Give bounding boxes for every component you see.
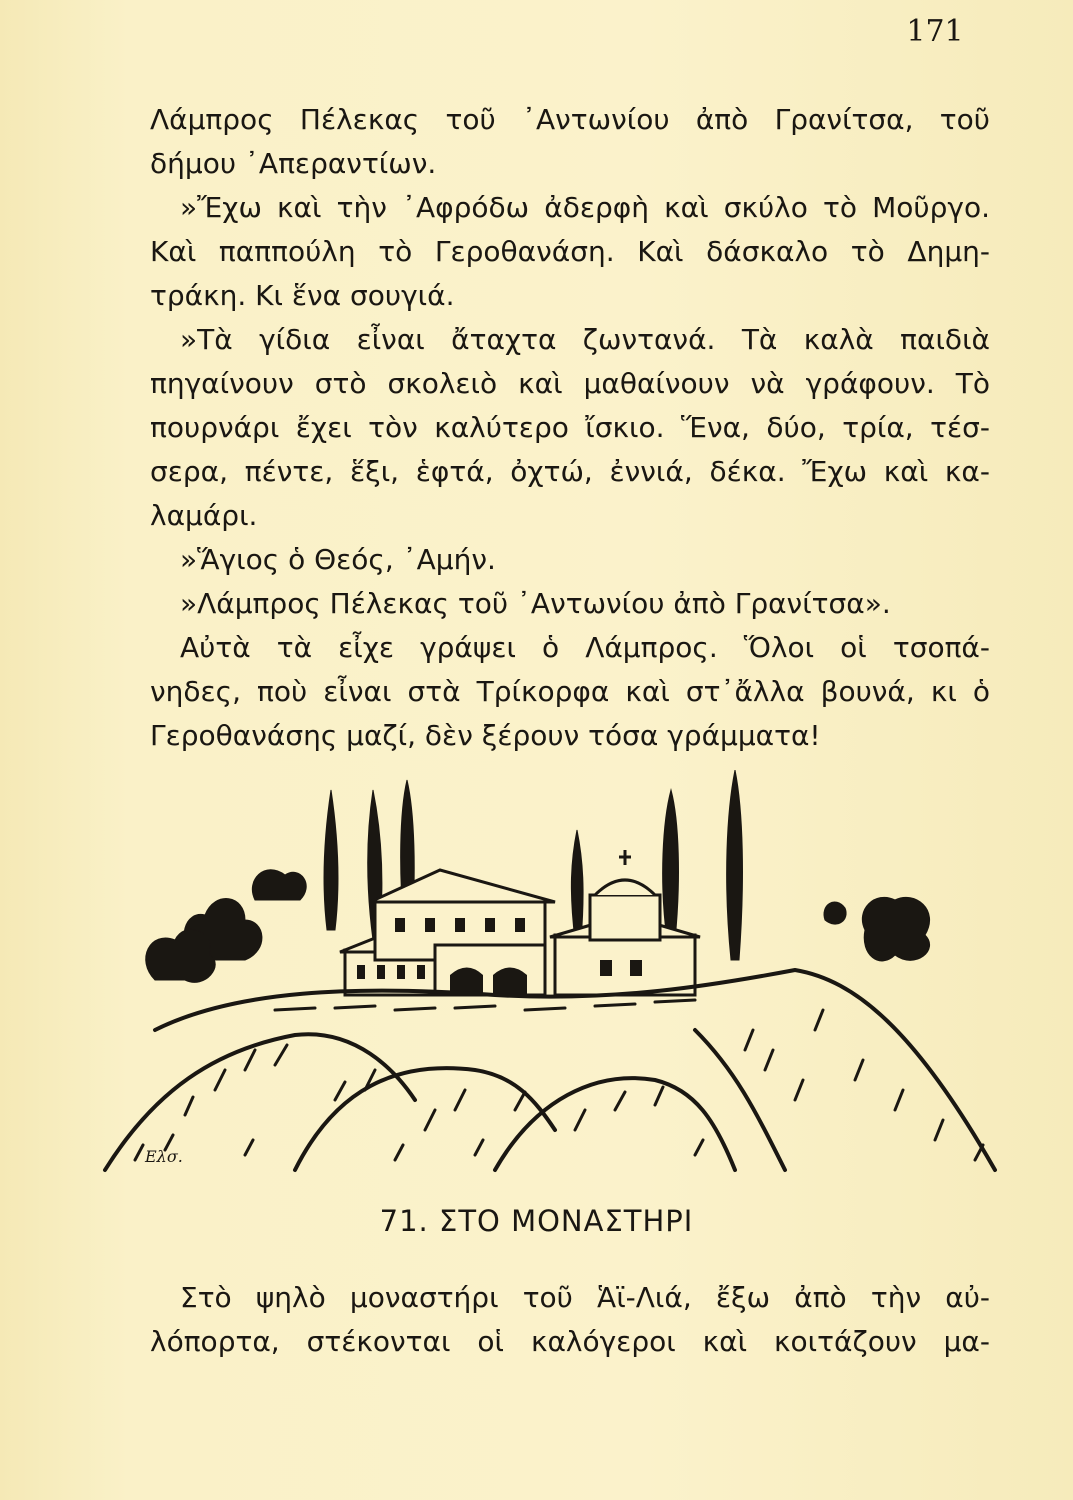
tree xyxy=(824,902,846,924)
hill-outline xyxy=(155,970,995,1170)
section-text-block xyxy=(150,1276,990,1364)
dome xyxy=(595,880,655,895)
tree xyxy=(252,870,306,900)
text-line: »Τὰ γίδια εἶναι ἄταχτα ζωντανά. Τὰ καλὰ παιδιὰ xyxy=(180,323,990,356)
building xyxy=(555,935,695,995)
text-line: »Ἅγιος ὁ Θεός, ᾿Αμήν. xyxy=(180,543,496,576)
text-line: Καὶ παππούλη τὸ Γεροθανάση. Καὶ δάσκαλο τὸ Δημη- xyxy=(150,235,990,268)
text-line: δήμου ᾿Απεραντίων. xyxy=(150,147,437,180)
section-title: 71. ΣΤΟ ΜΟΝΑΣΤΗΡΙ xyxy=(379,1204,694,1238)
text-line: νηδες, ποὺ εἶναι στὰ Τρίκορφα καὶ στ᾿ἄλλα βουνά, κι ὁ xyxy=(150,675,990,708)
tree xyxy=(146,929,216,982)
text-line: τράκη. Κι ἕνα σουγιά. xyxy=(150,279,455,312)
top-text-block xyxy=(150,98,990,758)
cypress-tree xyxy=(324,790,338,930)
hill-outline xyxy=(495,1078,735,1170)
cypress-tree xyxy=(571,830,583,940)
church xyxy=(590,895,660,940)
page-number: 171 xyxy=(906,14,964,49)
tree xyxy=(862,897,929,961)
text-line: πουρνάρι ἔχει τὸν καλύτερο ἴσκιο. Ἕνα, δύο, τρία, τέσ- xyxy=(150,411,990,444)
text-line: πηγαίνουν στὸ σκολειὸ καὶ μαθαίνουν νὰ γράφουν. Τὸ xyxy=(150,367,990,400)
monastery-illustration xyxy=(95,770,1015,1190)
text-line: Γεροθανάσης μαζί, δὲν ξέρουν τόσα γράμματα! xyxy=(150,719,821,752)
text-line: σερα, πέντε, ἕξι, ἑφτά, ὀχτώ, ἐννιά, δέκα. Ἔχω καὶ κα- xyxy=(150,455,990,488)
text-line: Στὸ ψηλὸ μοναστήρι τοῦ Ἁϊ-Λιά, ἔξω ἀπὸ τὴν αὐ- xyxy=(180,1281,990,1314)
artist-signature: Ελσ. xyxy=(145,1147,183,1166)
text-line: λαμάρι. xyxy=(150,499,258,532)
hill-outline xyxy=(295,1068,555,1170)
cypress-tree xyxy=(727,770,743,960)
text-line: »Ἔχω καὶ τὴν ᾿Αφρόδω ἀδερφὴ καὶ σκύλο τὸ Μοῦργο. xyxy=(180,191,990,224)
text-line: Αὐτὰ τὰ εἶχε γράψει ὁ Λάμπρος. Ὅλοι οἱ τσοπά- xyxy=(180,631,990,664)
cypress-tree xyxy=(663,790,679,940)
text-line: Λάμπρος Πέλεκας τοῦ ᾿Αντωνίου ἀπὸ Γρανίτσα, τοῦ xyxy=(150,103,990,136)
roof xyxy=(370,870,555,902)
text-line: λόπορτα, στέκονται οἱ καλόγεροι καὶ κοιτάζουν μα- xyxy=(150,1325,990,1358)
text-line: »Λάμπρος Πέλεκας τοῦ ᾿Αντωνίου ἀπὸ Γρανίτσα». xyxy=(180,587,891,620)
